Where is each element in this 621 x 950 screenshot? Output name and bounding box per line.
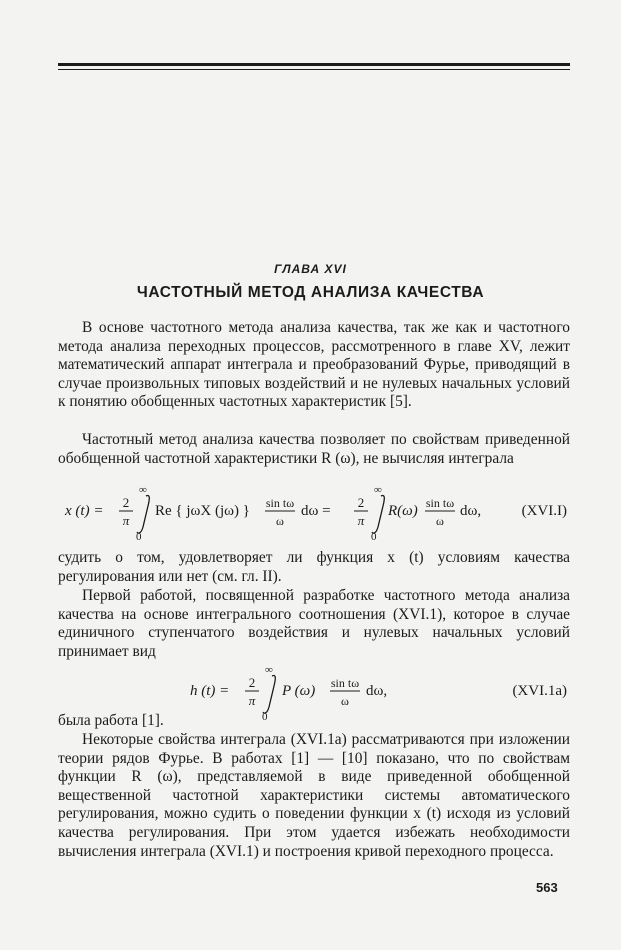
eq1-frac-num-2: 2 <box>357 495 365 510</box>
eq1-frac-num: 2 <box>122 495 130 510</box>
paragraph-1: В основе частотного метода анализа качества, так же как и частотного метода анализа переходных процессов, рассмотренного в главе XV, лежит математический аппарат интеграла и преобразований Фурье, приводящий в случае произвольных типовых воздействий и не нулевых начальных условий к понятию обобщенных частотных характеристик [5]. <box>58 319 570 411</box>
eq1-number: (XVI.I) <box>521 503 567 519</box>
eq2-number: (XVI.1a) <box>512 683 567 699</box>
paragraph-6: Некоторые свойства интеграла (XVI.1а) рассматриваются при изложении теории рядов Фурье. В работах [1] — [10] показано, что по свойствам функции R (ω), представляемой в виде приведенной обобщенной вещественной частотной характеристики системы автоматического регулирования, можно судить о поведении функции x (t) исходя из условий качества регулирования. При этом удается избежать необходимости вычисления интеграла (XVI.1) и построения кривой переходного процесса. <box>58 731 570 860</box>
eq1-integral-sign-2 <box>372 495 384 533</box>
eq1-lower-limit: 0 <box>136 531 142 543</box>
equation-xvi-1 <box>58 482 570 542</box>
chapter-title: ЧАСТОТНЫЙ МЕТОД АНАЛИЗА КАЧЕСТВА <box>136 284 485 301</box>
eq2-lower-limit: 0 <box>262 711 268 723</box>
eq2-upper-limit: ∞ <box>265 664 273 676</box>
eq2-lhs: h (t) = <box>190 683 230 699</box>
eq1-d-omega-end: dω, <box>460 503 482 519</box>
eq1-lower-limit-2: 0 <box>371 531 377 543</box>
header-rule-thin <box>58 69 570 70</box>
page-number: 563 <box>536 880 558 895</box>
eq1-frac-den: π <box>122 513 130 528</box>
eq2-sin-num: sin tω <box>330 676 360 690</box>
eq2-frac-den: π <box>248 693 256 708</box>
eq1-integral-sign-1 <box>137 495 149 533</box>
eq1-frac-den-2: π <box>357 513 365 528</box>
eq1-sin-den-1: ω <box>276 514 284 528</box>
equation-xvi-1-graphic <box>58 482 570 542</box>
eq1-integrand-2: R(ω) <box>388 503 418 519</box>
eq1-sin-den-2: ω <box>436 514 444 528</box>
eq2-sin-den: ω <box>341 694 349 708</box>
paragraph-4: Первой работой, посвященной разработке частотного метода анализа качества на основе интегрального соотношения (XVI.1), которое в случае единичного ступенчатого воздействия и нулевых начальных условий принимает вид <box>58 587 570 660</box>
chapter-label: ГЛАВА XVI <box>274 262 347 276</box>
paragraph-5: была работа [1]. <box>58 712 164 729</box>
eq2-integral-sign <box>263 675 275 713</box>
eq2-d-omega-end: dω, <box>366 683 388 699</box>
eq2-integrand: P (ω) <box>282 683 316 699</box>
eq2-frac-num: 2 <box>248 675 256 690</box>
eq1-d-omega: dω = <box>301 503 331 519</box>
eq1-sin-num-1: sin tω <box>265 496 295 510</box>
eq1-integrand-1: Re { jωX (jω) } <box>155 503 250 519</box>
paragraph-2: Частотный метод анализа качества позволяет по свойствам приведенной обобщенной частотной характеристики R (ω), не вычисляя интеграла <box>58 431 570 467</box>
eq1-upper-limit-2: ∞ <box>374 484 382 496</box>
eq1-lhs: x (t) = <box>65 503 104 519</box>
eq1-upper-limit: ∞ <box>139 484 147 496</box>
paragraph-3: судить о том, удовлетворяет ли функция x (t) условиям качества регулирования или нет (см. гл. II). <box>58 549 570 585</box>
eq1-sin-num-2: sin tω <box>425 496 455 510</box>
header-rule-thick <box>58 63 570 66</box>
